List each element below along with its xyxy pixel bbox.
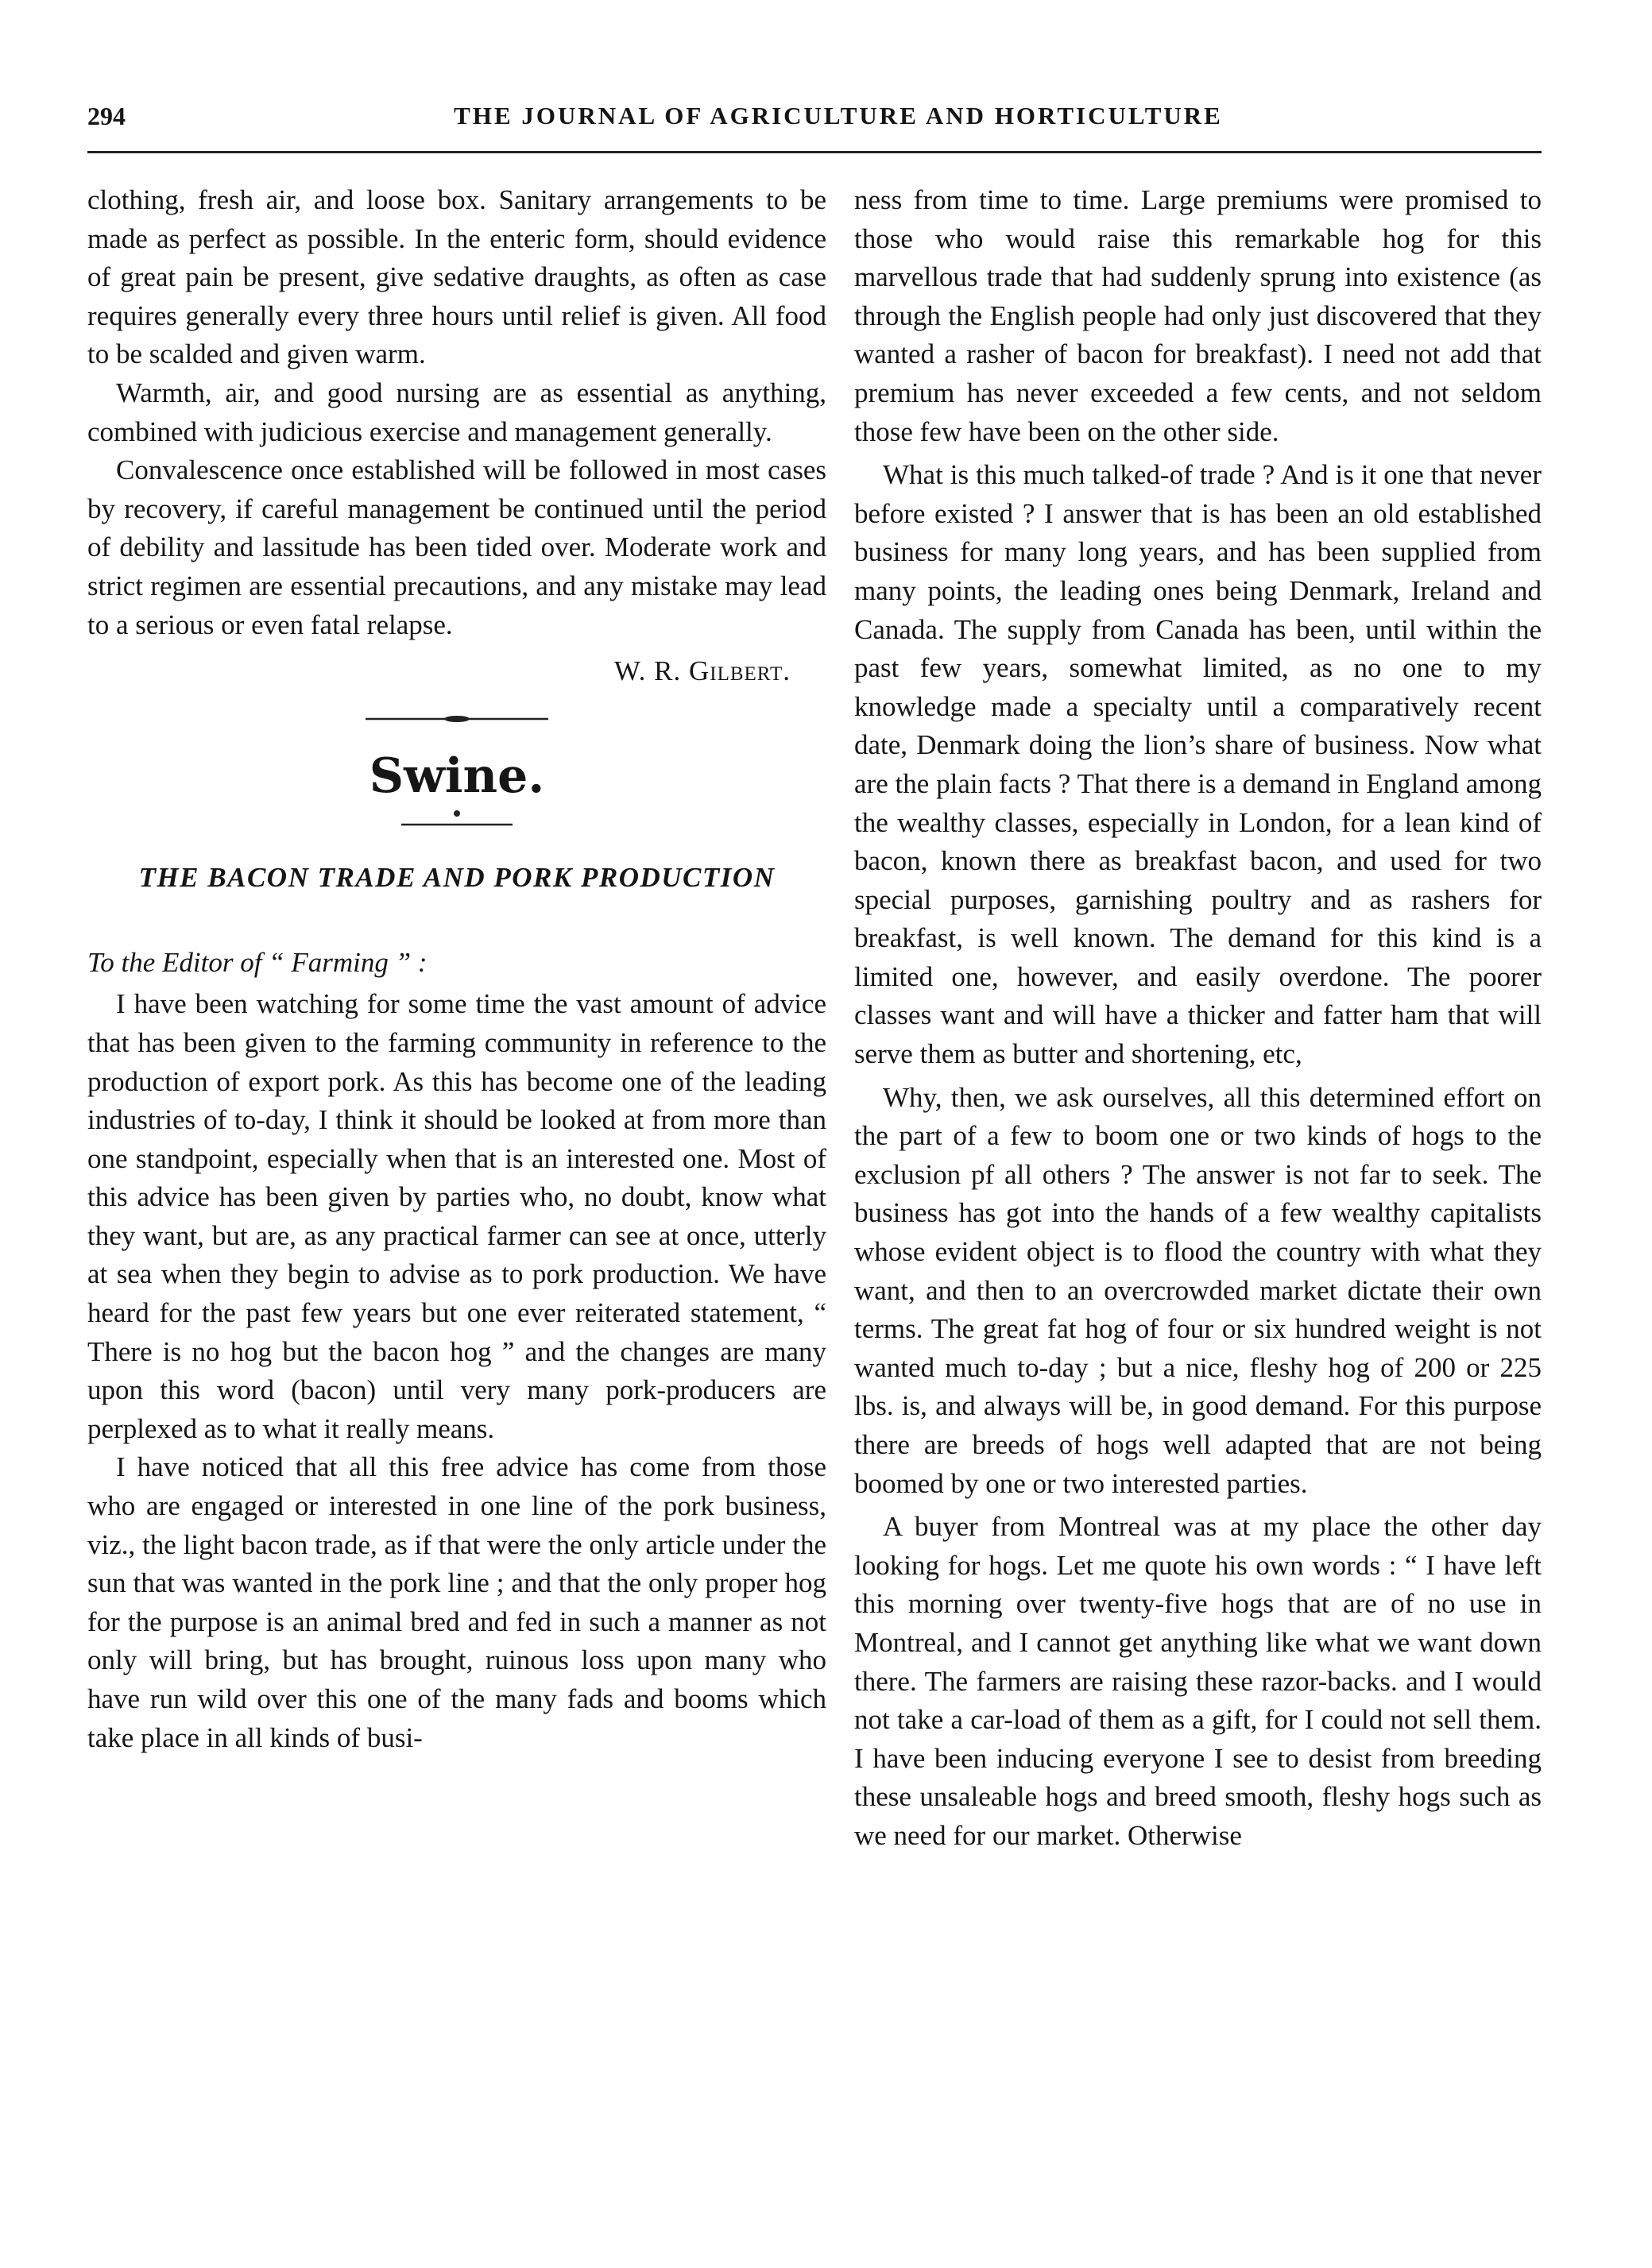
- paragraph: clothing, fresh air, and loose box. Sanitary arrangements to be made as perfect as possible. In the enteric form, should evidence of great pain be present, give sedative draughts, as often as case requires generally every three hours until relief is given. All food to be scalded and given warm.: [87, 184, 826, 370]
- paragraph: Convalescence once established will be followed in most cases by recovery, if careful management be continued until the period of debility and lassitude has been tided over. Moderate work and strict regimen are essential precautions, and any mistake may lead to a serious or even fatal relapse.: [87, 454, 826, 640]
- page-number: 294: [87, 102, 126, 130]
- paragraph: I have noticed that all this free advice has come from those who are engaged or interested in one line of the pork business, viz., the light bacon trade, as if that were the only article under the sun that was wanted in the pork line ; and that the only proper hog for the purpose is an animal bred and fed in such a manner as not only will bring, but has brought, ruinous loss upon many who have run wild over this one of the many fads and booms which take place in all kinds of busi-: [87, 1451, 826, 1753]
- salutation: To the Editor of “ Farming ” :: [87, 946, 428, 978]
- title-ornament: [401, 809, 513, 828]
- running-title: THE JOURNAL OF AGRICULTURE AND HORTICULTURE: [454, 102, 1223, 129]
- section-title: Swine.: [369, 748, 545, 804]
- paragraph: A buyer from Montreal was at my place the other day looking for hogs. Let me quote his own words : “ I have left this morning over twenty-five hogs that are of no use in Montreal, and I cannot get anything like what we want down there. The farmers are raising these razor-backs. and I would not take a car-load of them as a gift, for I could not sell them. I have been inducing everyone I see to desist from breeding these unsaleable hogs and breed smooth, fleshy hogs such as we need for our market. Otherwise: [854, 1511, 1542, 1851]
- author-signature: W. R. Gilbert.: [613, 655, 791, 687]
- paragraph: I have been watching for some time the vast amount of advice that has been given to the farming community in reference to the production of export pork. As this has become one of the leading industries of to-day, I think it should be looked at from more than one standpoint, especially when that is an interested one. Most of this advice has been given by parties who, no doubt, know what they want, but are, as any practical farmer can see at once, utterly at sea when they begin to advise as to pork production. We have heard for the past few years but one ever reiterated statement, “ There is no hog but the bacon hog ” and the changes are many upon this word (bacon) until very many pork-producers are perplexed as to what it really means.: [87, 988, 826, 1444]
- section-divider: [366, 713, 548, 724]
- article-title: THE BACON TRADE AND PORK PRODUCTION: [138, 861, 776, 893]
- paragraph: Why, then, we ask ourselves, all this determined effort on the part of a few to boom one or two kinds of hogs to the exclusion pf all others ? The answer is not far to seek. The business has got into the hands of a few wealthy capitalists whose evident object is to flood the country with what they want, and then to an overcrowded market dictate their own terms. The great fat hog of four or six hundred weight is not wanted much to-day ; but a nice, fleshy hog of 200 or 225 lbs. is, and always will be, in good demand. For this purpose there are breeds of hogs well adapted that are not being boomed by one or two interested parties.: [854, 1081, 1542, 1499]
- left-column: [87, 181, 826, 1757]
- paragraph: What is this much talked-of trade ? And is it one that never before existed ? I answer that is has been an old established business for many long years, and has been supplied from many points, the leading ones being Denmark, Ireland and Canada. The supply from Canada has been, until within the past few years, somewhat limited, as no one to my knowledge made a specialty until a comparatively recent date, Denmark doing the lion’s share of business. Now what are the plain facts ? That there is a demand in England among the wealthy classes, especially in London, for a lean kind of bacon, known there as breakfast bacon, and used for two special purposes, garnishing poultry and as rashers for breakfast, is well known. The demand for this kind is a limited one, however, and easily overdone. The poorer classes want and will have a thicker and fatter ham that will serve them as butter and shortening, etc,: [854, 459, 1542, 1070]
- paragraph: ness from time to time. Large premiums were promised to those who would raise this remarkable hog for this marvellous trade that had suddenly sprung into existence (as through the English people had only just discovered that they wanted a rasher of bacon for breakfast). I need not add that premium has never exceeded a few cents, and not seldom those few have been on the other side.: [854, 184, 1542, 447]
- right-column: [854, 181, 1542, 1856]
- page-header: [87, 102, 1542, 149]
- paragraph: Warmth, air, and good nursing are as essential as anything, combined with judicious exercise and management generally.: [87, 377, 826, 447]
- header-rule: [87, 151, 1542, 153]
